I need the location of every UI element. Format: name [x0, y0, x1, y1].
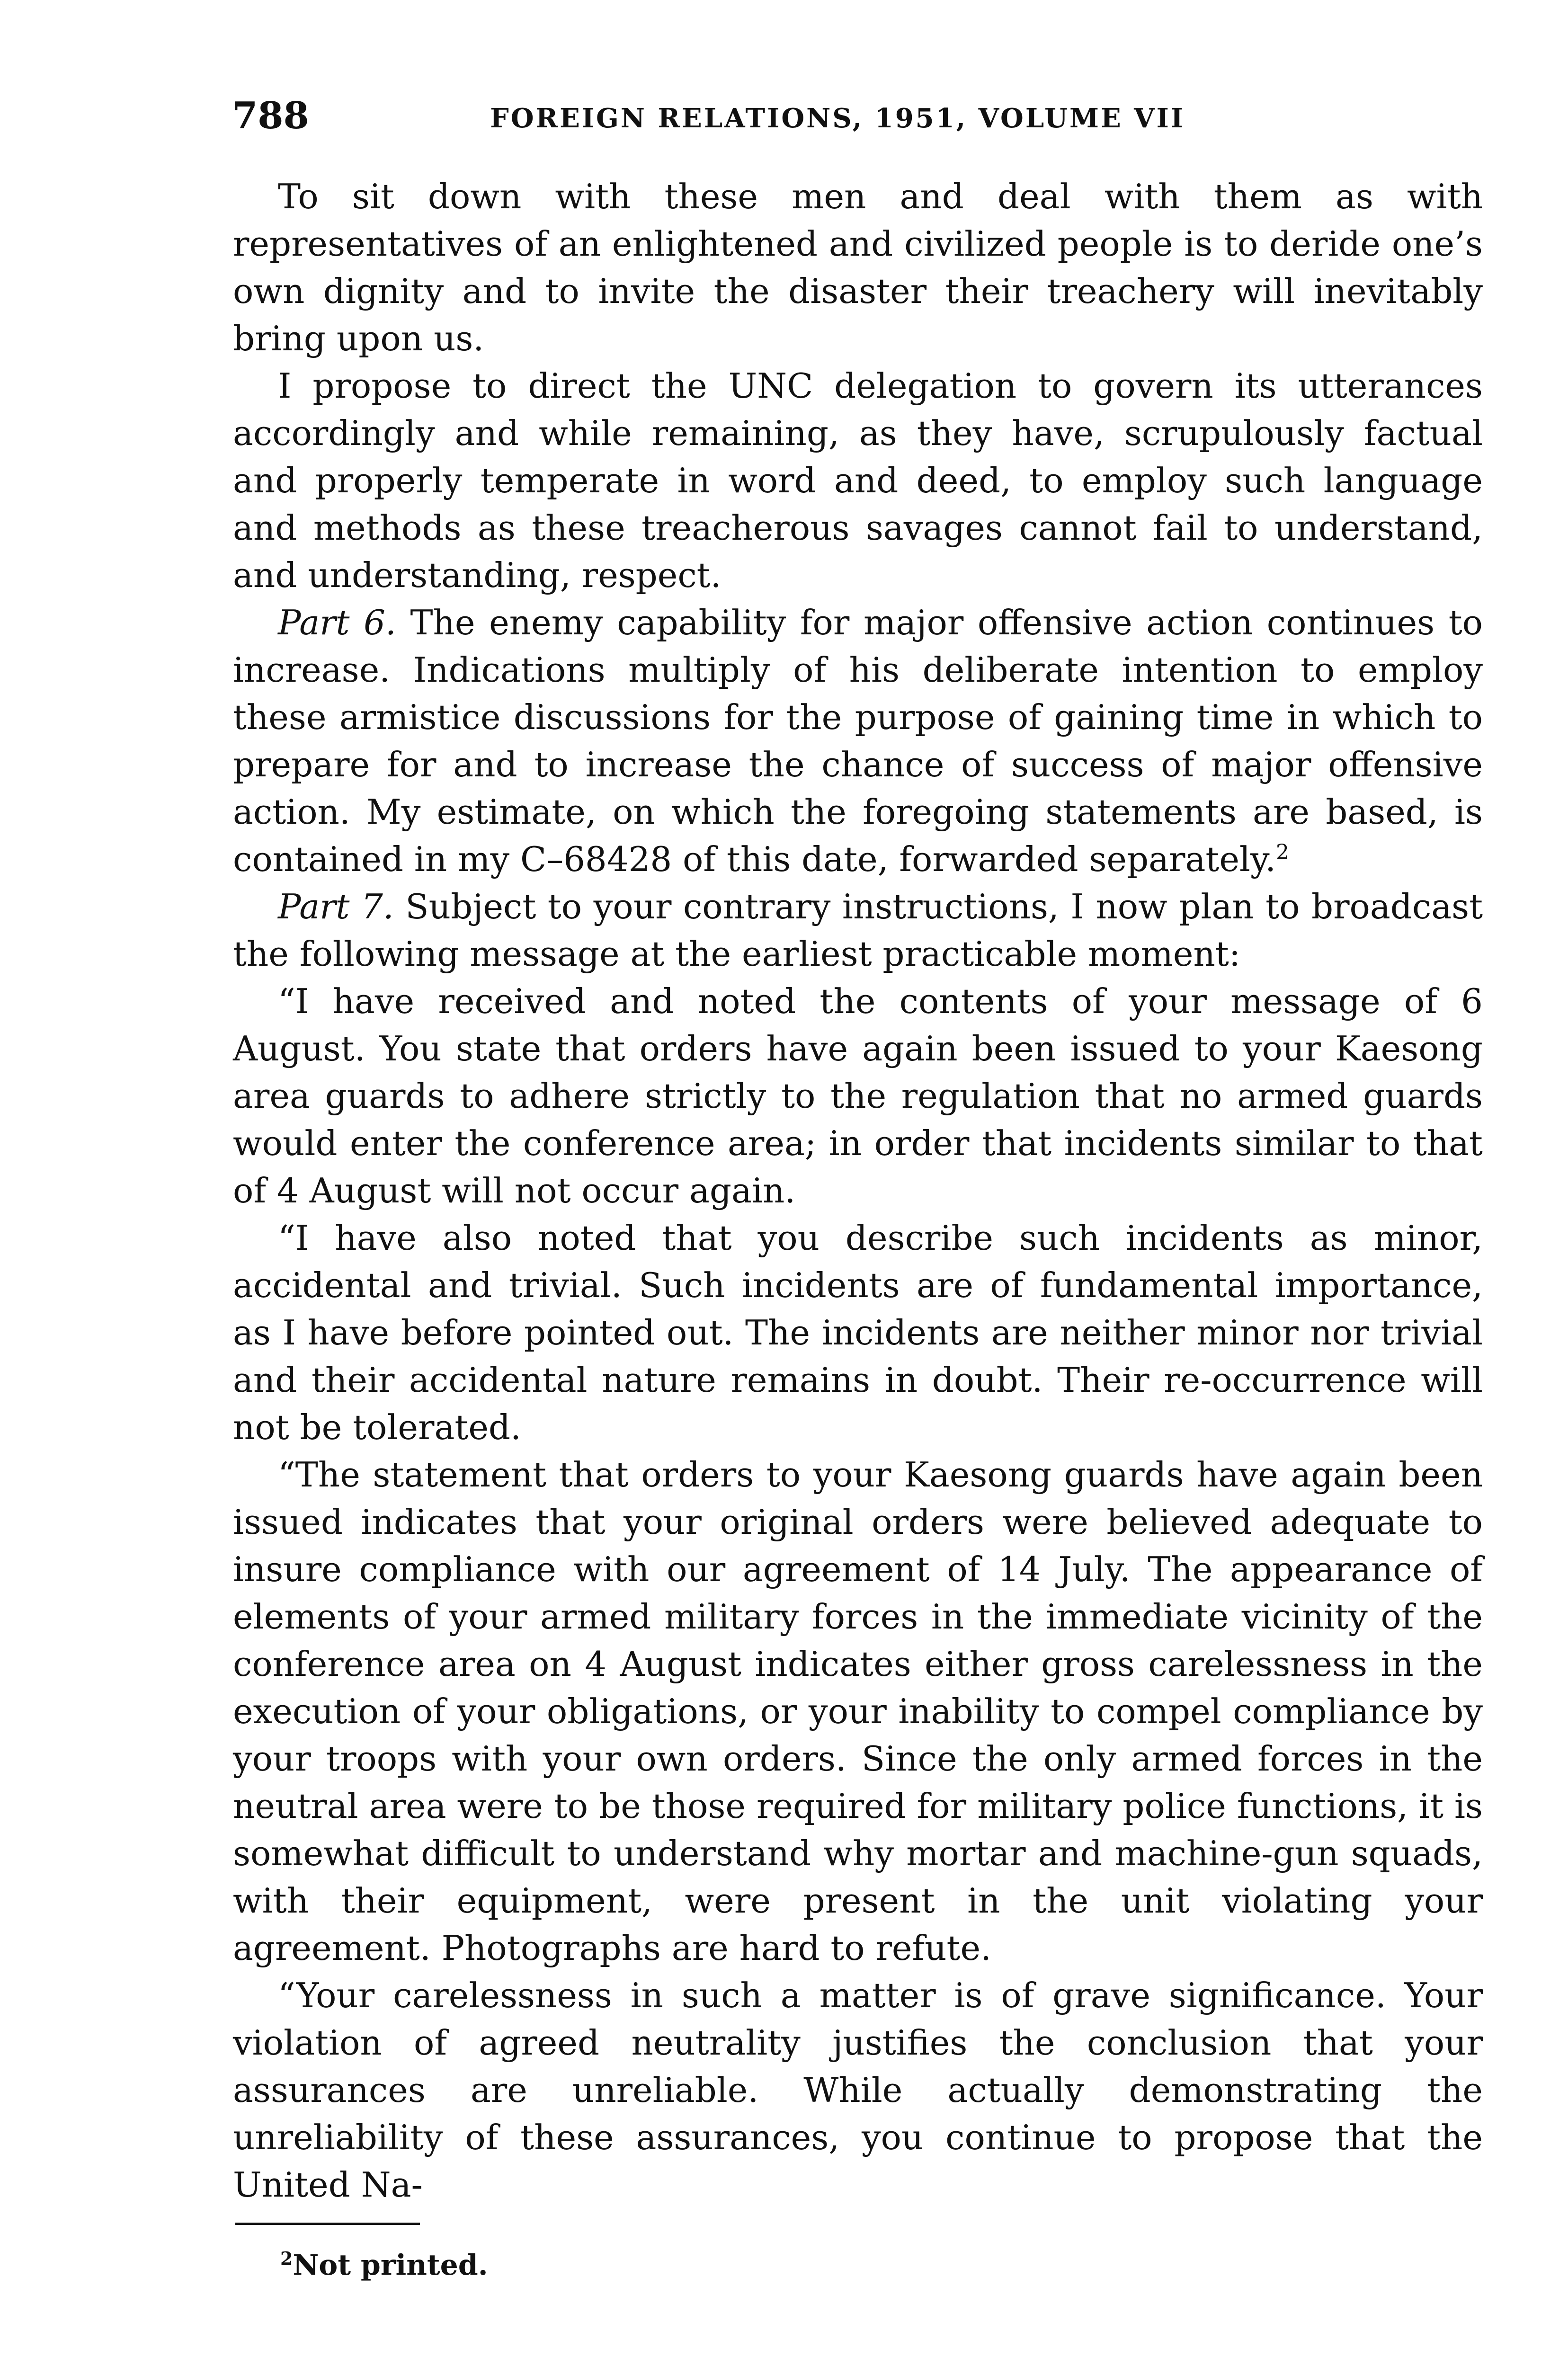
paragraph-text: To sit down with these men and deal with them as with representatives of an enlightened and civilized people is to deride one’s own dignity and to invite the disaster their treachery will inevitably bring upon us.	[233, 177, 1483, 358]
page-number: 788	[232, 94, 309, 137]
paragraph	[233, 978, 1483, 1214]
paragraph-lead: Part 6.	[278, 603, 396, 642]
paragraph	[233, 1972, 1483, 2208]
page-header	[232, 90, 1487, 142]
footnote-marker: 2	[280, 2248, 293, 2269]
paragraph	[233, 1214, 1483, 1451]
footnote-divider	[235, 2223, 420, 2225]
paragraph	[233, 173, 1483, 362]
paragraph-text: “The statement that orders to your Kaesong guards have again been issued indicates that your original orders were believed adequate to insure compliance with our agreement of 14 July. The appearance of elements of your armed military forces in the immediate vicinity of the conference area on 4 August indicates either gross carelessness in the execution of your obligations, or your inability to compel compliance by your troops with your own orders. Since the only armed forces in the neutral area were to be those required for military police functions, it is somewhat difficult to understand why mortar and machine-gun squads, with their equipment, were present in the unit violating your agreement. Photographs are hard to refute.	[233, 1455, 1483, 1968]
paragraph-text: I propose to direct the UNC delegation to govern its utterances accordingly and while remaining, as they have, scrupulously factual and properly temperate in word and deed, to employ such language and methods as these treacherous savages cannot fail to understand, and understanding, respect.	[233, 366, 1483, 595]
running-head: FOREIGN RELATIONS, 1951, VOLUME VII	[490, 103, 1185, 134]
footnote-reference: 2	[1275, 840, 1289, 864]
paragraph-text: The enemy capability for major offensive action continues to increase. Indications multiply of his deliberate intention to employ these armistice discussions for the purpose of gaining time in which to prepare for and to increase the chance of success of major offensive action. My estimate, on which the foregoing statements are based, is contained in my C–68428 of this date, forwarded separately.	[233, 603, 1483, 879]
footnote	[280, 2246, 488, 2284]
paragraph	[233, 883, 1483, 978]
paragraph-lead: Part 7.	[278, 887, 394, 926]
paragraph-text: “Your carelessness in such a matter is of grave significance. Your violation of agreed neutrality justifies the conclusion that your assurances are unreliable. While actually demonstrating the unreliability of these assurances, you continue to propose that the United Na-	[233, 1975, 1483, 2205]
paragraph	[233, 362, 1483, 599]
body-text	[233, 173, 1483, 2208]
paragraph-text: Subject to your contrary instructions, I now plan to broadcast the following message at the earliest practicable moment:	[233, 887, 1483, 974]
paragraph-text: “I have also noted that you describe such incidents as minor, accidental and trivial. Such incidents are of fundamental importance, as I have before pointed out. The incidents are neither minor nor trivial and their accidental nature remains in doubt. Their re-occurrence will not be tolerated.	[233, 1218, 1483, 1447]
paragraph	[233, 1451, 1483, 1972]
paragraph-text: “I have received and noted the contents of your message of 6 August. You state that orders have again been issued to your Kaesong area guards to adhere strictly to the regulation that no armed guards would enter the conference area; in order that incidents similar to that of 4 August will not occur again.	[233, 981, 1483, 1210]
paragraph	[233, 599, 1483, 883]
footnote-text: Not printed.	[293, 2249, 488, 2282]
